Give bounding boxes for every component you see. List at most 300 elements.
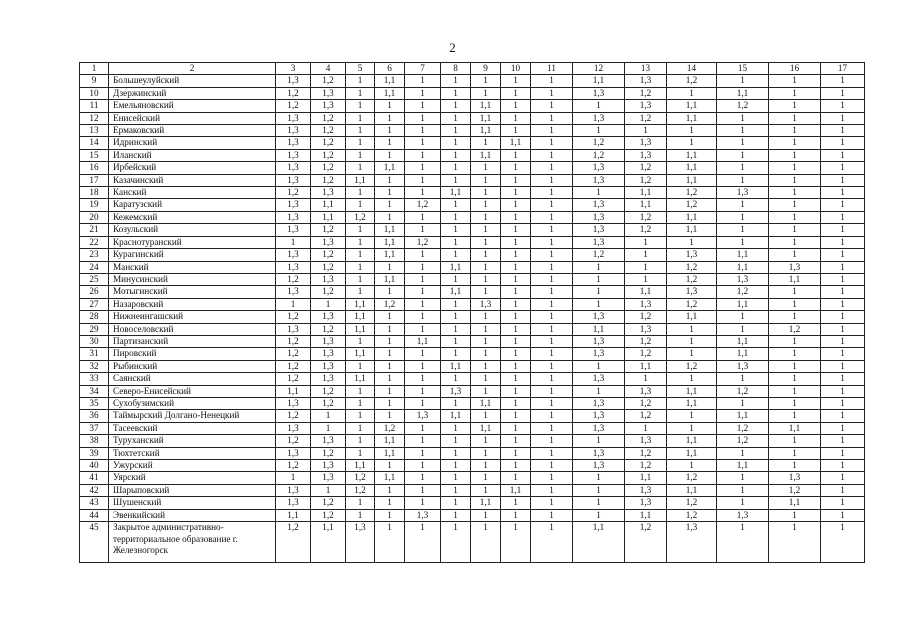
coefficient-cell: 1 [405,472,441,484]
coefficient-cell: 1,3 [573,460,625,472]
table-row [80,360,865,372]
row-number-cell: 22 [80,236,109,248]
coefficient-cell: 1 [769,236,821,248]
coefficient-cell: 1,2 [311,224,346,236]
coefficient-cell: 1 [531,199,573,211]
coefficient-cell: 1 [531,298,573,310]
coefficient-cell: 1 [531,249,573,261]
column-header: 14 [667,63,717,75]
coefficient-cell: 1,1 [667,224,717,236]
table-row [80,509,865,521]
coefficient-cell: 1 [717,311,769,323]
coefficient-cell: 1,2 [717,435,769,447]
coefficient-cell: 1,3 [311,100,346,112]
coefficient-cell: 1 [441,125,471,137]
column-header: 16 [769,63,821,75]
coefficient-cell: 1 [405,100,441,112]
coefficient-cell: 1,2 [625,162,667,174]
coefficient-cell: 1,1 [471,422,501,434]
coefficient-cell: 1,1 [769,273,821,285]
coefficient-cell: 1,1 [717,298,769,310]
coefficient-cell: 1,3 [573,335,625,347]
coefficient-cell: 1 [573,509,625,521]
coefficient-cell: 1 [276,236,311,248]
coefficient-cell: 1 [346,162,375,174]
coefficient-cell: 1 [501,100,531,112]
coefficient-cell: 1,2 [769,323,821,335]
coefficient-cell: 1 [405,323,441,335]
coefficient-cell: 1 [375,261,405,273]
coefficient-cell: 1 [405,422,441,434]
coefficient-cell: 1,2 [573,249,625,261]
coefficient-cell: 1 [471,323,501,335]
coefficient-cell: 1,3 [625,385,667,397]
coefficient-cell: 1 [531,522,573,563]
coefficient-cell: 1,1 [625,509,667,521]
coefficient-cell: 1 [375,199,405,211]
coefficient-cell: 1 [276,472,311,484]
coefficient-cell: 1 [501,397,531,409]
table-row [80,484,865,496]
coefficient-cell: 1 [375,410,405,422]
coefficient-cell: 1 [573,497,625,509]
coefficient-cell: 1 [769,286,821,298]
row-number-cell: 10 [80,87,109,99]
coefficient-cell: 1,2 [625,311,667,323]
row-number-cell: 17 [80,174,109,186]
header-row [80,63,865,75]
coefficient-cell: 1 [769,360,821,372]
coefficient-cell: 1 [441,100,471,112]
coefficient-cell: 1 [531,323,573,335]
coefficient-cell: 1 [531,435,573,447]
column-header: 2 [109,63,276,75]
table-row [80,410,865,422]
coefficient-cell: 1 [821,199,865,211]
coefficient-cell: 1 [346,261,375,273]
coefficient-cell: 1 [531,137,573,149]
coefficient-cell: 1,1 [311,522,346,563]
coefficient-cell: 1,3 [625,137,667,149]
coefficient-cell: 1,3 [311,311,346,323]
coefficient-cell: 1 [346,224,375,236]
coefficient-cell: 1 [405,286,441,298]
column-header: 8 [441,63,471,75]
coefficient-cell: 1,3 [276,224,311,236]
coefficient-cell: 1,1 [667,100,717,112]
coefficient-cell: 1,1 [471,125,501,137]
coefficient-cell: 1 [769,335,821,347]
coefficient-cell: 1 [441,397,471,409]
coefficient-cell: 1 [501,435,531,447]
coefficient-cell: 1,2 [625,460,667,472]
coefficient-cell: 1,1 [769,422,821,434]
coefficient-cell: 1 [346,236,375,248]
coefficient-cell: 1,2 [276,187,311,199]
coefficient-cell: 1 [821,187,865,199]
coefficient-cell: 1,1 [441,261,471,273]
coefficient-cell: 1 [769,87,821,99]
coefficient-cell: 1 [717,162,769,174]
coefficient-cell: 1 [346,125,375,137]
coefficient-cell: 1,3 [276,261,311,273]
coefficient-cell: 1,2 [311,497,346,509]
coefficient-cell: 1 [471,87,501,99]
coefficient-cell: 1 [531,174,573,186]
column-header: 13 [625,63,667,75]
coefficient-cell: 1 [405,435,441,447]
coefficient-cell: 1,3 [573,236,625,248]
coefficient-cell: 1 [501,422,531,434]
row-number-cell: 30 [80,335,109,347]
coefficient-cell: 1 [405,261,441,273]
coefficient-cell: 1 [405,484,441,496]
coefficient-cell: 1 [769,410,821,422]
coefficient-cell: 1 [405,311,441,323]
row-number-cell: 15 [80,149,109,161]
coefficient-cell: 1,2 [311,385,346,397]
table-row [80,447,865,459]
coefficient-cell: 1,3 [276,249,311,261]
coefficient-cell: 1,2 [311,509,346,521]
coefficient-cell: 1,3 [311,348,346,360]
coefficient-cell: 1 [441,149,471,161]
coefficient-cell: 1 [821,484,865,496]
coefficient-cell: 1 [821,125,865,137]
coefficient-cell: 1 [717,174,769,186]
coefficient-cell: 1 [471,472,501,484]
coefficient-cell: 1 [769,211,821,223]
coefficient-cell: 1 [346,435,375,447]
coefficient-cell: 1,1 [375,435,405,447]
coefficient-cell: 1 [441,298,471,310]
coefficient-cell: 1 [405,125,441,137]
coefficient-cell: 1 [667,335,717,347]
district-name-cell: Большеулуйский [109,75,276,87]
coefficient-cell: 1,3 [573,447,625,459]
column-header: 17 [821,63,865,75]
coefficient-cell: 1 [375,460,405,472]
coefficient-cell: 1 [501,199,531,211]
coefficient-cell: 1,1 [667,211,717,223]
coefficient-cell: 1 [375,174,405,186]
coefficient-cell: 1 [717,236,769,248]
district-name-cell: Казачинский [109,174,276,186]
coefficient-cell: 1 [471,199,501,211]
row-number-cell: 43 [80,497,109,509]
coefficient-cell: 1 [717,125,769,137]
coefficient-cell: 1 [346,187,375,199]
district-name-cell: Ирбейский [109,162,276,174]
coefficient-cell: 1 [375,187,405,199]
coefficient-cell: 1 [441,472,471,484]
coefficient-cell: 1 [717,137,769,149]
coefficient-cell: 1,3 [311,187,346,199]
coefficient-cell: 1 [441,75,471,87]
row-number-cell: 44 [80,509,109,521]
coefficient-cell: 1,1 [375,249,405,261]
coefficient-cell: 1 [441,373,471,385]
coefficient-cell: 1 [717,112,769,124]
coefficient-cell: 1 [769,522,821,563]
coefficient-cell: 1,3 [573,422,625,434]
coefficient-cell: 1 [346,422,375,434]
coefficient-cell: 1 [405,360,441,372]
coefficient-cell: 1 [531,100,573,112]
coefficient-cell: 1 [667,410,717,422]
coefficient-cell: 1,3 [769,261,821,273]
coefficient-cell: 1 [441,112,471,124]
coefficient-cell: 1 [531,149,573,161]
coefficient-cell: 1 [531,484,573,496]
district-name-cell: Канский [109,187,276,199]
coefficient-cell: 1,2 [405,236,441,248]
coefficient-cell: 1 [346,75,375,87]
district-name-cell: Шарыповский [109,484,276,496]
coefficient-cell: 1,2 [276,311,311,323]
district-name-cell: Северо-Енисейский [109,385,276,397]
coefficient-cell: 1 [769,100,821,112]
coefficient-cell: 1,3 [573,348,625,360]
district-name-cell: Иланский [109,149,276,161]
coefficient-cell: 1 [769,385,821,397]
coefficient-cell: 1,3 [717,273,769,285]
coefficient-cell: 1,2 [276,435,311,447]
coefficient-cell: 1,2 [667,298,717,310]
coefficient-cell: 1 [769,199,821,211]
coefficient-cell: 1 [471,137,501,149]
coefficient-cell: 1 [531,211,573,223]
coefficient-cell: 1,1 [573,522,625,563]
coefficient-cell: 1 [625,422,667,434]
coefficient-cell: 1 [375,360,405,372]
row-number-cell: 14 [80,137,109,149]
coefficient-cell: 1,1 [375,162,405,174]
coefficient-cell: 1 [531,422,573,434]
coefficient-cell: 1 [501,460,531,472]
district-name-cell: Краснотуранский [109,236,276,248]
coefficient-cell: 1 [717,497,769,509]
coefficient-cell: 1,2 [769,484,821,496]
coefficient-cell: 1 [821,298,865,310]
coefficient-cell: 1 [405,497,441,509]
coefficient-cell: 1 [531,286,573,298]
coefficient-cell: 1,3 [311,373,346,385]
coefficient-cell: 1,1 [625,472,667,484]
column-header: 1 [80,63,109,75]
district-name-cell: Каратузский [109,199,276,211]
district-name-cell: Эвенкийский [109,509,276,521]
page-number: 2 [449,40,456,55]
coefficient-cell: 1,1 [625,360,667,372]
coefficient-cell: 1,1 [667,112,717,124]
coefficient-cell: 1,1 [717,249,769,261]
coefficient-cell: 1 [531,273,573,285]
coefficient-cell: 1 [769,162,821,174]
coefficient-cell: 1 [441,137,471,149]
coefficient-cell: 1 [441,311,471,323]
coefficient-cell: 1,1 [625,199,667,211]
coefficient-cell: 1,3 [625,298,667,310]
coefficient-cell: 1 [405,211,441,223]
coefficient-cell: 1 [346,286,375,298]
coefficient-cell: 1,3 [276,162,311,174]
coefficient-cell: 1 [717,373,769,385]
coefficient-cell: 1 [346,447,375,459]
coefficient-cell: 1 [821,273,865,285]
coefficient-cell: 1 [346,249,375,261]
table-row [80,261,865,273]
coefficient-cell: 1 [821,162,865,174]
coefficient-cell: 1 [821,224,865,236]
coefficient-cell: 1 [471,187,501,199]
coefficient-cell: 1 [573,435,625,447]
coefficient-cell: 1 [441,323,471,335]
coefficient-cell: 1 [717,484,769,496]
coefficient-cell: 1,1 [667,162,717,174]
coefficient-cell: 1 [531,112,573,124]
coefficient-cell: 1 [531,311,573,323]
coefficient-cell: 1 [405,112,441,124]
coefficient-cell: 1,2 [625,397,667,409]
coefficient-cell: 1 [441,522,471,563]
coefficient-cell: 1 [375,211,405,223]
row-number-cell: 34 [80,385,109,397]
coefficient-cell: 1 [821,112,865,124]
coefficient-cell: 1 [531,360,573,372]
coefficient-cell: 1 [769,460,821,472]
coefficient-cell: 1 [405,373,441,385]
district-name-cell: Партизанский [109,335,276,347]
coefficient-cell: 1 [405,249,441,261]
coefficient-cell: 1 [717,211,769,223]
coefficient-cell: 1,2 [717,100,769,112]
coefficient-cell: 1 [769,397,821,409]
coefficient-cell: 1,2 [625,112,667,124]
table-row [80,249,865,261]
coefficient-cell: 1 [573,484,625,496]
coefficient-cell: 1 [375,323,405,335]
coefficient-cell: 1,3 [276,497,311,509]
coefficient-cell: 1 [573,261,625,273]
coefficient-cell: 1,2 [667,497,717,509]
coefficient-cell: 1 [471,348,501,360]
coefficient-cell: 1,1 [625,286,667,298]
coefficient-cell: 1 [821,174,865,186]
coefficient-cell: 1,3 [276,149,311,161]
coefficient-cell: 1,2 [717,385,769,397]
district-name-cell: Дзержинский [109,87,276,99]
column-header: 15 [717,63,769,75]
coefficient-cell: 1 [346,112,375,124]
coefficient-cell: 1,2 [625,348,667,360]
coefficient-cell: 1 [501,162,531,174]
coefficient-cell: 1,2 [346,472,375,484]
coefficient-cell: 1 [531,261,573,273]
coefficient-cell: 1,1 [346,323,375,335]
coefficient-cell: 1 [501,286,531,298]
coefficient-cell: 1 [501,224,531,236]
coefficient-cell: 1 [501,497,531,509]
coefficient-cell: 1 [471,273,501,285]
coefficient-cell: 1,3 [311,435,346,447]
coefficient-cell: 1 [531,509,573,521]
coefficient-cell: 1 [625,125,667,137]
coefficient-cell: 1 [375,522,405,563]
coefficient-cell: 1 [769,249,821,261]
table-row [80,460,865,472]
coefficient-cell: 1 [821,286,865,298]
coefficient-cell: 1 [501,335,531,347]
coefficient-cell: 1,1 [346,373,375,385]
coefficient-cell: 1 [375,373,405,385]
coefficient-cell: 1 [471,261,501,273]
coefficient-cell: 1,2 [311,286,346,298]
coefficient-cell: 1 [501,261,531,273]
coefficient-cell: 1,1 [346,174,375,186]
coefficient-cell: 1 [531,125,573,137]
coefficient-cell: 1 [717,472,769,484]
coefficient-cell: 1,1 [667,311,717,323]
coefficient-cell: 1,2 [311,174,346,186]
coefficient-cell: 1,3 [573,373,625,385]
table-row [80,397,865,409]
coefficient-cell: 1 [667,460,717,472]
table-row [80,373,865,385]
coefficient-cell: 1,1 [667,149,717,161]
table-row [80,298,865,310]
table-row [80,149,865,161]
coefficient-cell: 1 [375,137,405,149]
coefficient-cell: 1,3 [276,112,311,124]
table-row [80,522,865,563]
table-row [80,335,865,347]
coefficient-cell: 1,1 [573,75,625,87]
coefficient-cell: 1,2 [667,509,717,521]
coefficient-cell: 1,3 [625,75,667,87]
coefficient-cell: 1 [769,75,821,87]
coefficient-cell: 1,3 [625,497,667,509]
coefficient-cell: 1 [717,75,769,87]
table-row [80,162,865,174]
coefficient-cell: 1 [405,149,441,161]
row-number-cell: 41 [80,472,109,484]
coefficient-cell: 1,1 [471,397,501,409]
coefficient-cell: 1,3 [471,298,501,310]
coefficient-cell: 1 [441,87,471,99]
coefficient-cell: 1,2 [276,348,311,360]
coefficient-cell: 1 [441,199,471,211]
coefficient-cell: 1 [531,187,573,199]
coefficient-cell: 1 [346,385,375,397]
coefficient-cell: 1,1 [573,323,625,335]
coefficient-cell: 1 [375,286,405,298]
coefficient-cell: 1 [573,273,625,285]
coefficient-cell: 1 [573,385,625,397]
coefficient-cell: 1,1 [311,199,346,211]
coefficient-cell: 1 [501,249,531,261]
coefficient-cell: 1,1 [276,385,311,397]
coefficient-cell: 1 [346,273,375,285]
row-number-cell: 40 [80,460,109,472]
district-name-cell: Тюхтетский [109,447,276,459]
coefficient-cell: 1 [501,211,531,223]
coefficient-cell: 1 [821,348,865,360]
row-number-cell: 42 [80,484,109,496]
coefficient-cell: 1,1 [375,273,405,285]
coefficient-cell: 1 [769,174,821,186]
row-number-cell: 19 [80,199,109,211]
